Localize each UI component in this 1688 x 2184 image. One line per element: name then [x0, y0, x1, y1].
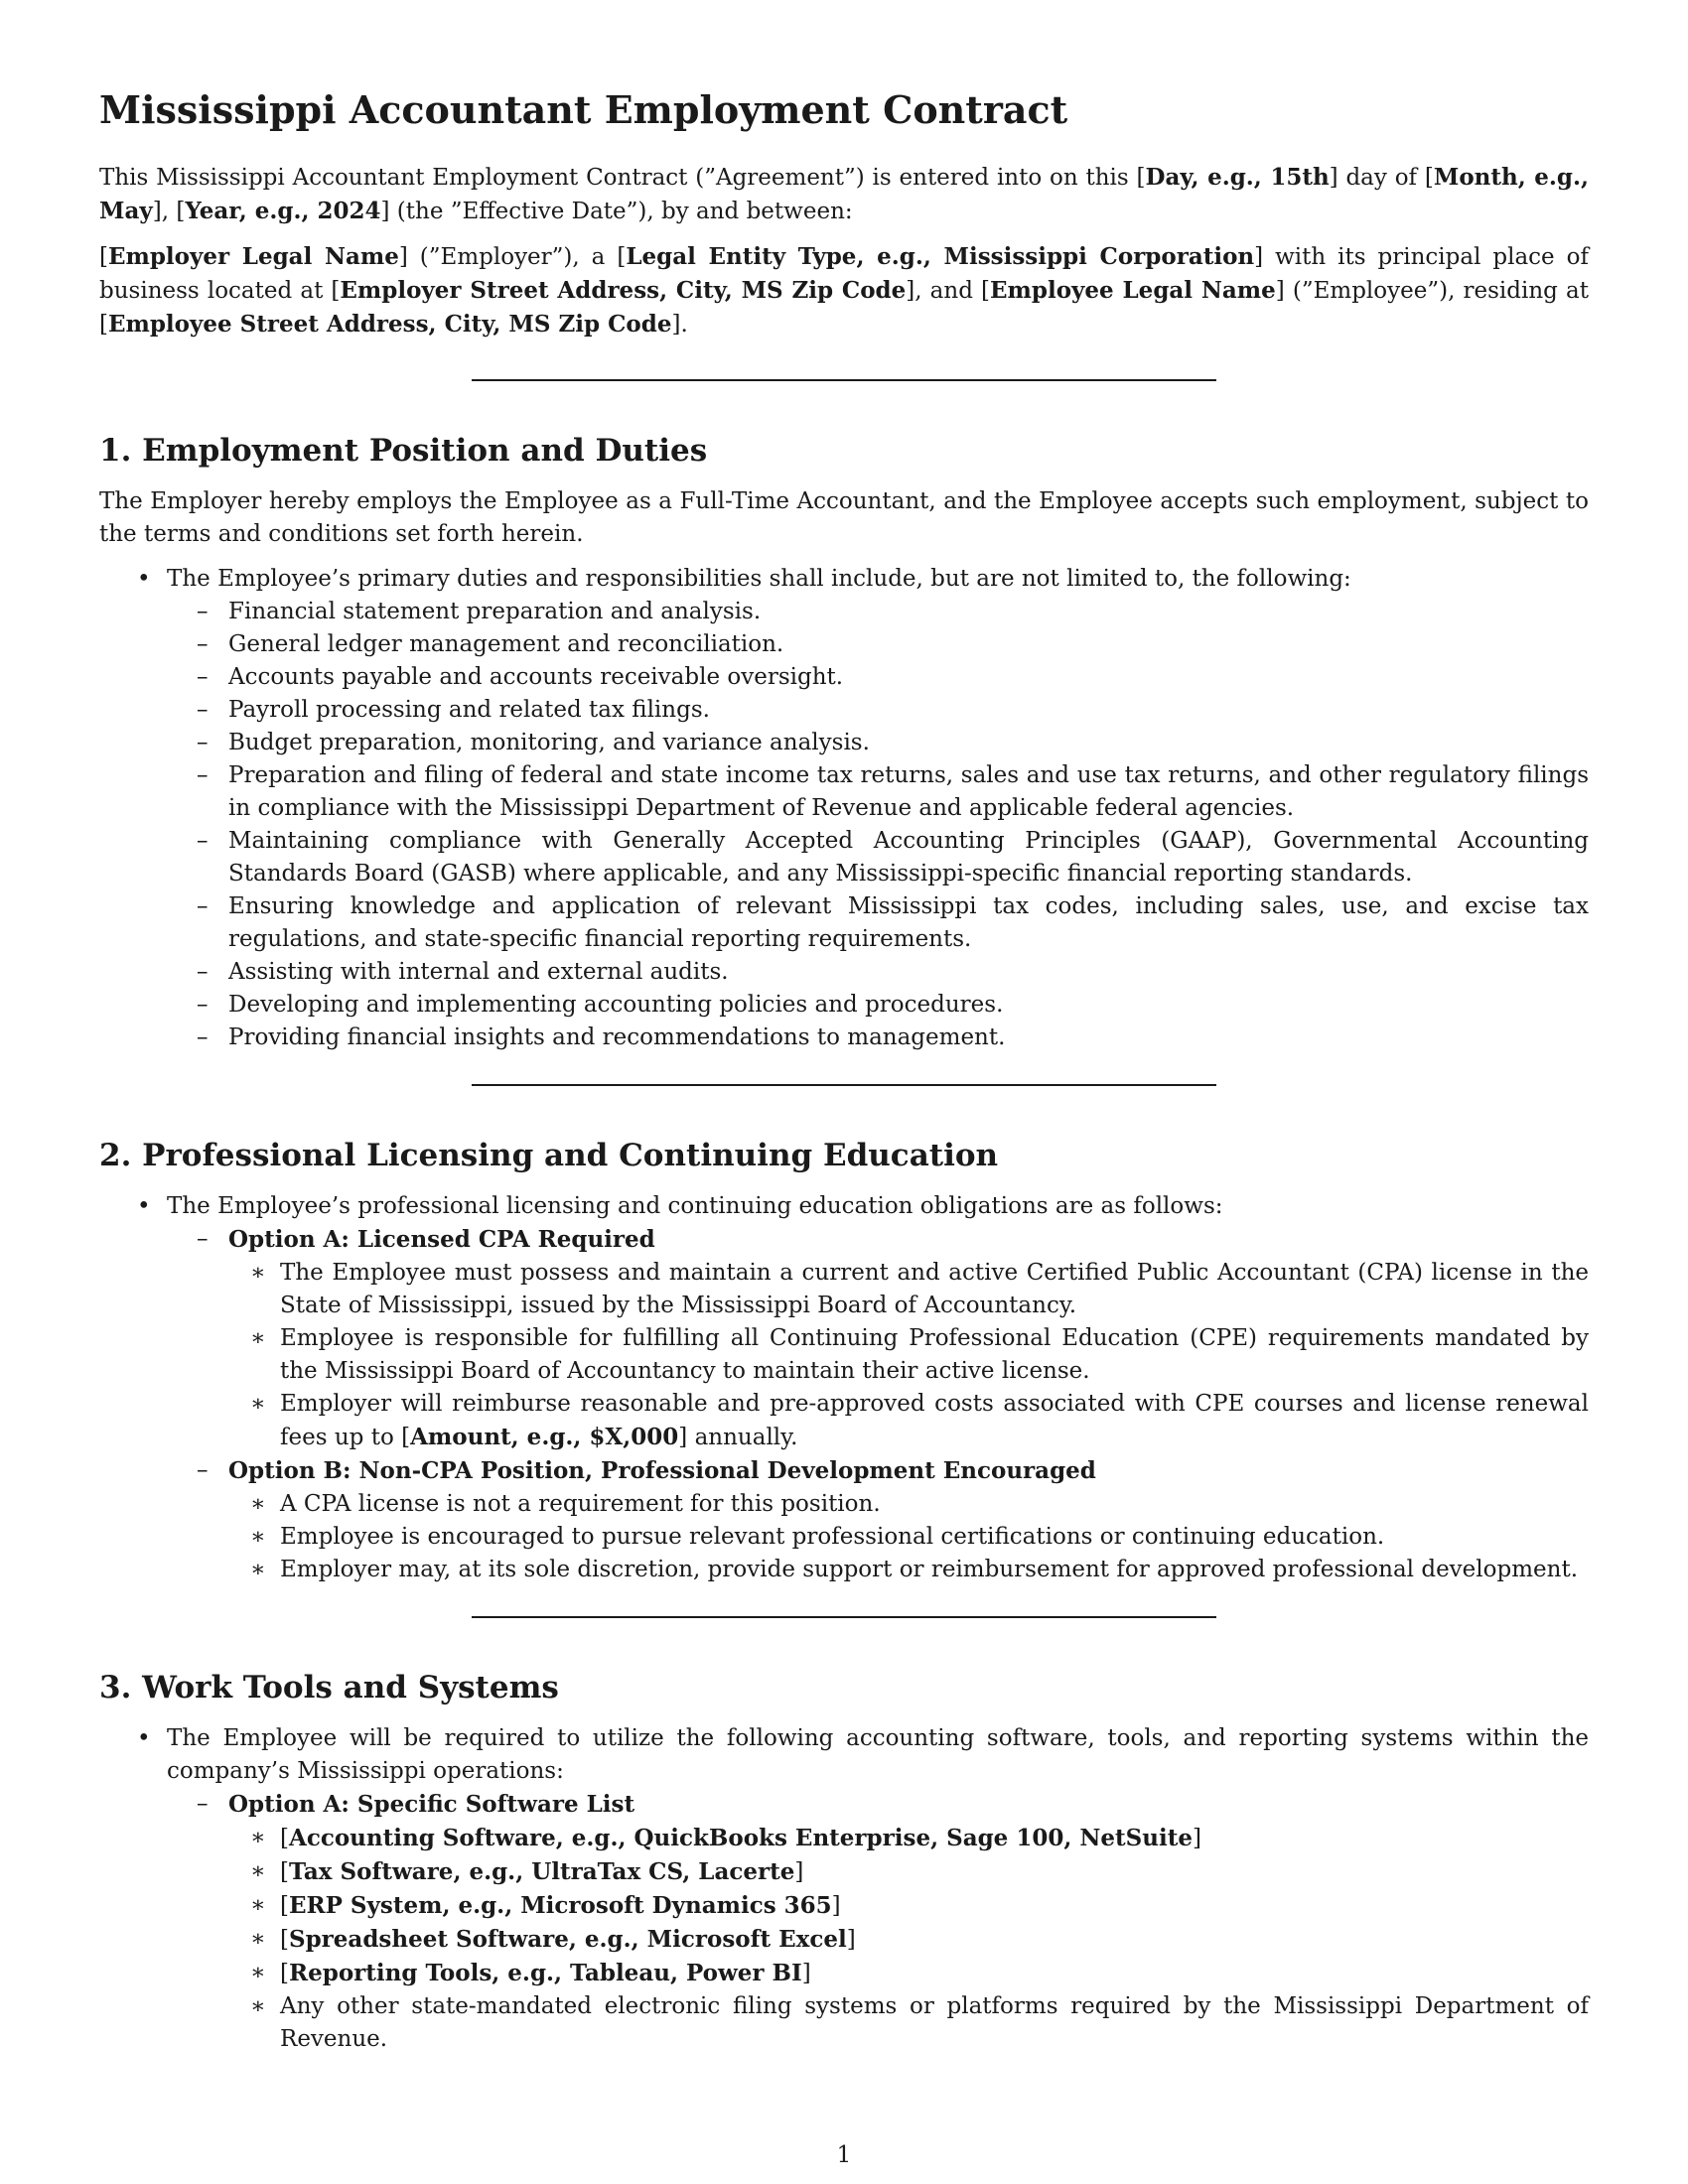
asterisk-marker: ∗	[250, 1960, 266, 1986]
section-2-heading: 2. Professional Licensing and Continuing Education	[99, 1137, 999, 1173]
section-divider	[472, 379, 1216, 381]
software-item	[228, 1990, 1589, 2056]
software-placeholder: Spreadsheet Software, e.g., Microsoft Excel	[288, 1926, 847, 1954]
bracket: [	[280, 1859, 289, 1886]
duty-item-text: Preparation and filing of federal and state income tax returns, sales and use tax returns, and other regulatory filings in compliance with the Mississippi Department of Revenue and applicable federal agencies.	[228, 761, 1589, 821]
option-a-item	[228, 1322, 1589, 1388]
placeholder-field: Month, e.g., May	[99, 163, 1590, 224]
dash-marker: –	[197, 1225, 209, 1252]
option-a-item-text: Employee is responsible for fulfilling all Continuing Professional Education (CPE) requirements mandated by the Mississippi Board of Accountancy to maintain their active license.	[280, 1324, 1589, 1384]
bullet-marker: •	[137, 1192, 151, 1219]
bullet-marker: •	[137, 565, 151, 592]
asterisk-marker: ∗	[250, 1892, 266, 1919]
duties-list	[167, 596, 1589, 1054]
bracket: ]	[846, 1927, 856, 1954]
option-b-item	[228, 1554, 1589, 1586]
asterisk-marker: ∗	[250, 1390, 266, 1417]
asterisk-marker: ∗	[250, 1259, 266, 1286]
bracket: [	[280, 1826, 289, 1852]
document-page	[99, 87, 1589, 2056]
section-2-bullet-text: The Employee’s professional licensing and continuing education obligations are as follows:	[167, 1192, 1223, 1219]
software-item	[228, 1889, 1589, 1923]
option-a-label: Option A: Licensed CPA Required	[228, 1225, 655, 1253]
bracket: ]	[1192, 1826, 1201, 1852]
dash-marker: –	[197, 696, 209, 723]
duty-item-text: Budget preparation, monitoring, and variance analysis.	[228, 729, 870, 755]
duty-item	[167, 890, 1589, 956]
dash-marker: –	[197, 630, 209, 657]
section-3-options	[167, 1788, 1589, 2056]
duty-item-text: Providing financial insights and recommendations to management.	[228, 1024, 1006, 1050]
dash-marker: –	[197, 729, 209, 755]
dash-marker: –	[197, 1024, 209, 1050]
intro-text: ] with its principal place of business located at [	[99, 243, 1589, 304]
duty-item	[167, 727, 1589, 759]
software-item	[228, 1957, 1589, 1990]
software-item-text: Any other state-mandated electronic filing systems or platforms required by the Mississippi Department of Revenue.	[280, 1993, 1589, 2053]
option-a-item	[228, 1388, 1589, 1454]
option-a-item	[228, 1257, 1589, 1322]
intro-text: ], [	[152, 198, 186, 224]
dash-marker: –	[197, 1456, 209, 1483]
duty-item	[167, 956, 1589, 989]
duty-item-text: General ledger management and reconciliation.	[228, 630, 784, 657]
placeholder-field: Year, e.g., 2024	[185, 197, 381, 224]
placeholder-field: Legal Entity Type, e.g., Mississippi Corporation	[626, 242, 1255, 270]
dash-marker: –	[197, 663, 209, 690]
asterisk-marker: ∗	[250, 1825, 266, 1851]
dash-marker: –	[197, 892, 209, 919]
option-a-item-text: ] annually.	[678, 1424, 798, 1450]
placeholder-field: Employee Street Address, City, MS Zip Code	[107, 310, 672, 338]
section-1-bullet	[99, 563, 1589, 1054]
option-b-item-text: A CPA license is not a requirement for this position.	[280, 1490, 881, 1517]
section-1-paragraph: The Employer hereby employs the Employee as a Full-Time Accountant, and the Employee accepts such employment, subject to the terms and conditions set forth herein.	[99, 487, 1589, 547]
software-list	[228, 1822, 1589, 2056]
section-divider	[472, 1084, 1216, 1086]
duty-item-text: Maintaining compliance with Generally Accepted Accounting Principles (GAAP), Governmental Accounting Standards Board (GASB) where applicable, and any Mississippi-specific financial reporting standards.	[228, 827, 1589, 887]
software-placeholder: ERP System, e.g., Microsoft Dynamics 365	[288, 1892, 832, 1920]
section-divider	[472, 1616, 1216, 1618]
intro-text: ] day of [	[1329, 164, 1434, 191]
duty-item	[167, 825, 1589, 890]
duty-item-text: Accounts payable and accounts receivable oversight.	[228, 663, 844, 690]
dash-marker: –	[197, 761, 209, 788]
document-title: Mississippi Accountant Employment Contract	[99, 87, 1068, 132]
section-3-heading: 3. Work Tools and Systems	[99, 1669, 559, 1706]
option-b-label: Option B: Non-CPA Position, Professional Development Encouraged	[228, 1456, 1096, 1484]
intro-text: ] (”Employee”), residing at [	[99, 277, 1589, 338]
section-2-list	[99, 1190, 1589, 1586]
asterisk-marker: ∗	[250, 1490, 266, 1517]
duty-item-text: Developing and implementing accounting policies and procedures.	[228, 991, 1004, 1018]
duty-item-text: Financial statement preparation and analysis.	[228, 598, 762, 624]
option-a-software-label: Option A: Specific Software List	[228, 1791, 635, 1819]
page-number: 1	[836, 2142, 852, 2168]
duty-item	[167, 694, 1589, 727]
duty-item	[167, 628, 1589, 661]
option-b-item	[228, 1488, 1589, 1521]
duty-item	[167, 661, 1589, 694]
option-a-software	[167, 1788, 1589, 2056]
duty-item-text: Assisting with internal and external audits.	[228, 958, 729, 985]
duty-item	[167, 759, 1589, 825]
asterisk-marker: ∗	[250, 1556, 266, 1582]
option-a-items	[228, 1257, 1589, 1454]
bracket: ]	[801, 1961, 811, 1987]
intro-text: ].	[671, 311, 688, 338]
bracket: [	[280, 1961, 289, 1987]
intro-text: ], and [	[906, 277, 991, 304]
duty-item	[167, 596, 1589, 628]
intro-text: ] (”Employer”), a [	[398, 243, 627, 270]
bracket: ]	[794, 1859, 804, 1886]
asterisk-marker: ∗	[250, 1523, 266, 1550]
section-3-bullet-text: The Employee will be required to utilize the following accounting software, tools, and reporting systems within the company’s Mississippi operations:	[167, 1725, 1589, 1785]
section-2-bullet	[99, 1190, 1589, 1586]
software-item	[228, 1923, 1589, 1957]
bracket: [	[280, 1927, 289, 1954]
option-a-item-text: Employer will reimburse reasonable and pre-approved costs associated with CPE courses and license renewal fees up to [	[280, 1390, 1589, 1450]
option-b-items	[228, 1488, 1589, 1586]
placeholder-field: Employer Street Address, City, MS Zip Code	[340, 276, 907, 304]
option-b-item	[228, 1521, 1589, 1554]
dash-marker: –	[197, 827, 209, 854]
software-item	[228, 1855, 1589, 1889]
duty-item-text: Payroll processing and related tax filings.	[228, 696, 710, 723]
dash-marker: –	[197, 598, 209, 624]
intro-text: ] (the ”Effective Date”), by and between:	[380, 198, 853, 224]
intro-text: [	[1136, 164, 1146, 191]
intro-text: This Mississippi Accountant Employment Contract (”Agreement”) is entered into on this	[99, 164, 1137, 191]
intro-paragraph-date	[99, 161, 1589, 228]
section-1-heading: 1. Employment Position and Duties	[99, 432, 708, 469]
software-placeholder: Accounting Software, e.g., QuickBooks Enterprise, Sage 100, NetSuite	[288, 1825, 1193, 1852]
dash-marker: –	[197, 958, 209, 985]
section-1-bullet-text: The Employee’s primary duties and responsibilities shall include, but are not limited to, the following:	[167, 565, 1351, 592]
placeholder-field: Employee Legal Name	[990, 276, 1276, 304]
option-b-item-text: Employer may, at its sole discretion, provide support or reimbursement for approved professional development.	[280, 1556, 1579, 1582]
duty-item	[167, 1022, 1589, 1054]
software-item	[228, 1822, 1589, 1855]
section-3-list	[99, 1722, 1589, 2056]
bracket: [	[280, 1893, 289, 1920]
placeholder-field: Employer Legal Name	[107, 242, 399, 270]
duty-item-text: Ensuring knowledge and application of relevant Mississippi tax codes, including sales, use, and excise tax regulations, and state-specific financial reporting requirements.	[228, 892, 1589, 952]
section-3-bullet	[99, 1722, 1589, 2056]
dash-marker: –	[197, 1791, 209, 1818]
dash-marker: –	[197, 991, 209, 1018]
option-b-item-text: Employee is encouraged to pursue relevant professional certifications or continuing education.	[280, 1523, 1385, 1550]
option-a-licensed	[167, 1223, 1589, 1454]
software-placeholder: Tax Software, e.g., UltraTax CS, Lacerte	[288, 1858, 795, 1886]
placeholder-field: Amount, e.g., $X,000	[410, 1423, 679, 1450]
asterisk-marker: ∗	[250, 1324, 266, 1351]
section-1-list	[99, 563, 1589, 1054]
option-b-non-cpa	[167, 1454, 1589, 1586]
software-placeholder: Reporting Tools, e.g., Tableau, Power BI	[288, 1960, 802, 1987]
asterisk-marker: ∗	[250, 1858, 266, 1885]
intro-paragraph-parties	[99, 240, 1589, 341]
section-2-options	[167, 1223, 1589, 1586]
duty-item	[167, 989, 1589, 1022]
bullet-marker: •	[137, 1725, 151, 1752]
asterisk-marker: ∗	[250, 1926, 266, 1953]
asterisk-marker: ∗	[250, 1993, 266, 2020]
intro-text: [	[99, 243, 108, 270]
bracket: ]	[831, 1893, 841, 1920]
placeholder-field: Day, e.g., 15th	[1145, 163, 1330, 191]
option-a-item-text: The Employee must possess and maintain a current and active Certified Public Accountant (CPA) license in the State of Mississippi, issued by the Mississippi Board of Accountancy.	[280, 1259, 1589, 1318]
